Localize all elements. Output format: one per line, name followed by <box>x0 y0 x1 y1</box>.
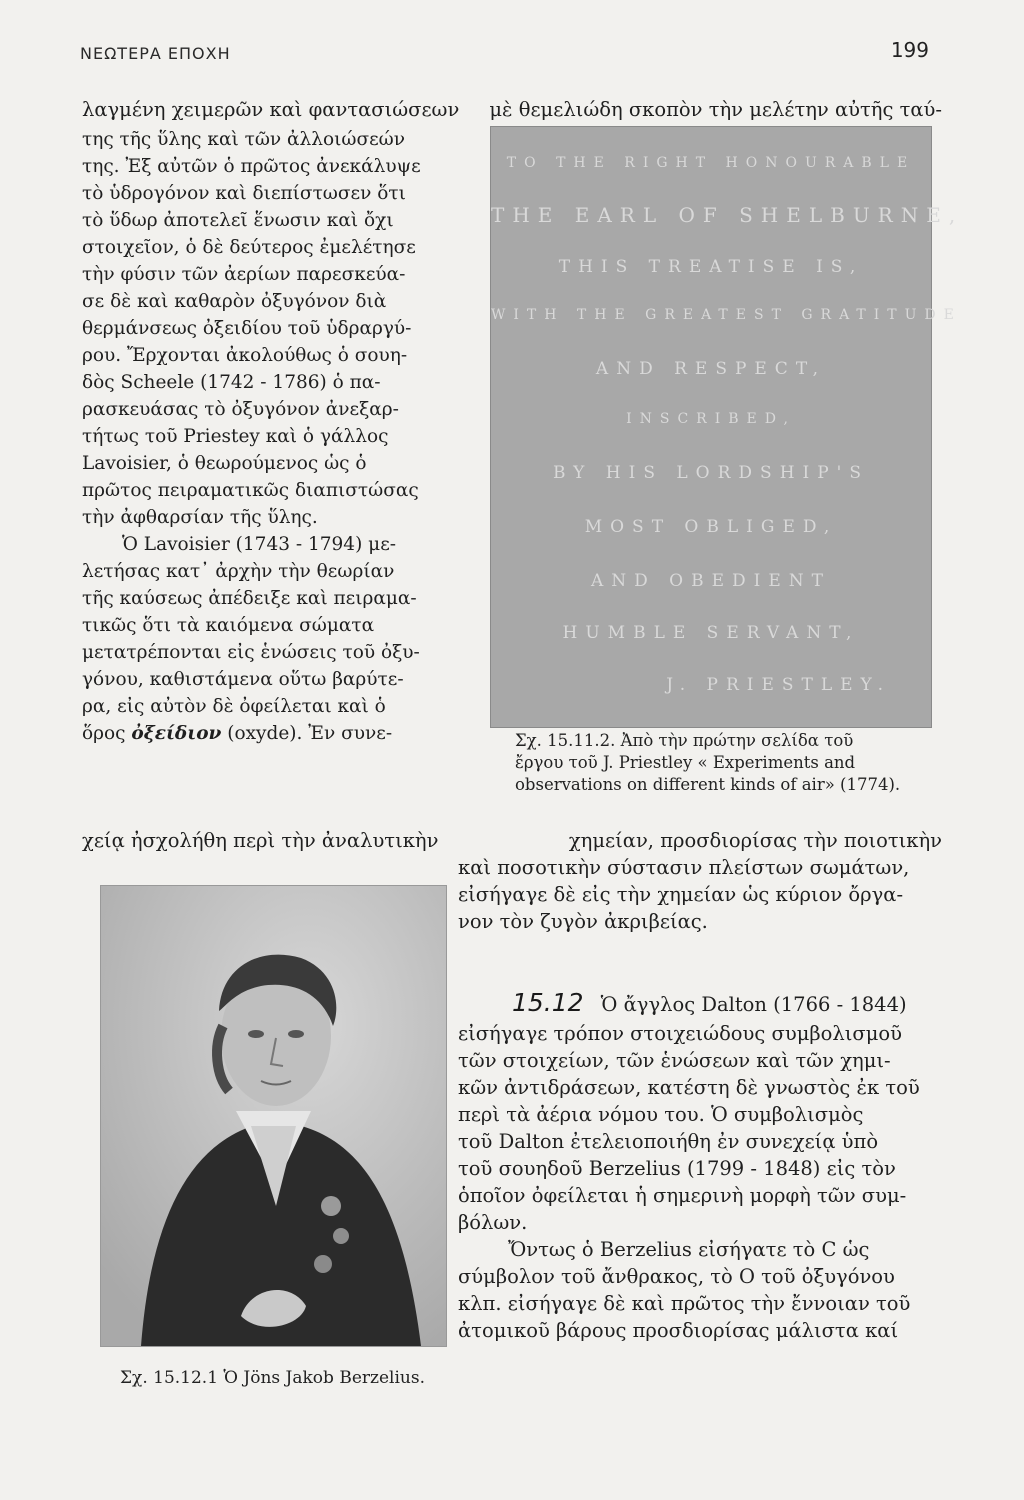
text-line: πρῶτος πειραματικῶς διαπιστώσας <box>82 480 419 501</box>
plate-line: AND RESPECT, <box>595 359 827 379</box>
text-line: θερμάνσεως ὀξειδίου τοῦ ὑδραργύ- <box>82 318 412 339</box>
top-line-left: λαγμένη χειμερῶν καὶ φαντασιώσεων <box>82 98 460 121</box>
text-line: καὶ ποσοτικὴν σύστασιν πλείστων σωμάτων, <box>458 856 910 879</box>
right-column-continued <box>458 1020 944 1344</box>
left-column <box>82 126 477 747</box>
figure-caption-berzelius: Σχ. 15.12.1 Ὁ Jöns Jakob Berzelius. <box>120 1368 425 1388</box>
text-line: ἀτομικοῦ βάρους προσδιορίσας μάλιστα καί <box>458 1319 899 1342</box>
text-line: τὸ ὕδωρ ἀποτελεῖ ἕνωσιν καὶ ὄχι <box>82 210 394 231</box>
text-line: τοῦ Dalton ἐτελειοποιήθη ἐν συνεχείᾳ ὑπὸ <box>458 1130 879 1153</box>
plate-line: HUMBLE SERVANT, <box>562 623 860 643</box>
text-line: ρα, εἰς αὐτὸν δὲ ὀφείλεται καὶ ὁ <box>82 696 386 717</box>
caption-line: ἔργου τοῦ J. Priestley « Experiments and <box>515 753 856 772</box>
plate-line: BY HIS LORDSHIP'S <box>552 463 869 483</box>
text-line: ὁποῖον ὀφείλεται ἡ σημερινὴ μορφὴ τῶν συμ- <box>458 1184 907 1207</box>
paragraph-start-line: Ὁ Lavoisier (1743 - 1794) με- <box>122 534 397 555</box>
plate-line: INSCRIBED, <box>626 411 796 427</box>
section-first-line: Ὁ ἄγγλος Dalton (1766 - 1844) <box>600 993 907 1016</box>
text-line: σύμβολον τοῦ ἄνθρακος, τὸ Ο τοῦ ὀξυγόνου <box>458 1265 895 1288</box>
text-line: τῶν στοιχείων, τῶν ἑνώσεων καὶ τῶν χημι- <box>458 1049 891 1072</box>
paragraph-start-line: Ὄντως ὁ Berzelius εἰσήγατε τὸ C ὡς <box>508 1238 870 1261</box>
plate-line: J. PRIESTLEY. <box>666 675 891 695</box>
oxide-line <box>82 720 477 747</box>
text-line: τῆς καύσεως ἀπέδειξε καὶ πειραμα- <box>82 588 417 609</box>
text-line: σε δὲ καὶ καθαρὸν ὀξυγόνον διὰ <box>82 291 387 312</box>
text-line: τὸ ὑδρογόνον καὶ διεπίστωσεν ὅτι <box>82 183 406 204</box>
caption-line: observations on different kinds of air» (1774). <box>515 775 901 794</box>
text-line: γόνου, καθιστάμενα οὕτω βαρύτε- <box>82 669 404 690</box>
text-line: εἰσήγαγε δὲ εἰς τὴν χημείαν ὡς κύριον ὄργα- <box>458 883 904 906</box>
text-line: εἰσήγαγε τρόπον στοιχειώδους συμβολισμοῦ <box>458 1022 902 1045</box>
section-heading-line <box>512 988 942 1018</box>
text-line: κῶν ἀντιδράσεων, κατέστη δὲ γνωστὸς ἐκ τοῦ <box>458 1076 920 1099</box>
plate-line: THE EARL OF SHELBURNE, <box>491 203 964 227</box>
plate-line: TO THE RIGHT HONOURABLE <box>506 155 916 171</box>
text-line: τοῦ σουηδοῦ Berzelius (1799 - 1848) εἰς τὸν <box>458 1157 896 1180</box>
plate-line: AND OBEDIENT <box>591 571 831 591</box>
text-line: Lavoisier, ὁ θεωρούμενος ὡς ὁ <box>82 453 367 474</box>
oxide-post: (oxyde). Ἐν συνε- <box>227 723 393 744</box>
full-text-line <box>82 827 942 854</box>
plate-line: THIS TREATISE IS, <box>558 257 864 277</box>
portrait-drawing <box>101 886 446 1346</box>
full-line-left: χείᾳ ἠσχολήθη περὶ τὴν ἀναλυτικὴν <box>82 829 439 852</box>
text-line: μετατρέπονται εἰς ἑνώσεις τοῦ ὀξυ- <box>82 642 420 663</box>
text-line: δὸς Scheele (1742 - 1786) ὁ πα- <box>82 372 381 393</box>
text-line: τὴν ἀφθαρσίαν τῆς ὕλης. <box>82 507 318 528</box>
text-line: στοιχεῖον, ὁ δὲ δεύτερος ἐμελέτησε <box>82 237 416 258</box>
text-line: περὶ τὰ ἀέρια νόμου του. Ὁ συμβολισμὸς <box>458 1103 864 1126</box>
caption-line: Σχ. 15.11.2. Ἀπὸ τὴν πρώτην σελίδα τοῦ <box>515 731 854 750</box>
text-line: λετήσας κατ᾿ ἀρχὴν τὴν θεωρίαν <box>82 561 395 582</box>
text-line: βόλων. <box>458 1211 528 1234</box>
text-line: της. Ἐξ αὐτῶν ὁ πρῶτος ἀνεκάλυψε <box>82 156 421 177</box>
top-line-right: μὲ θεμελιώδη σκοπὸν τὴν μελέτην αὐτῆς ταύ- <box>489 98 942 121</box>
full-line-right: χημείαν, προσδιορίσας τὴν ποιοτικὴν <box>568 829 942 852</box>
text-line: τὴν φύσιν τῶν ἀερίων παρεσκεύα- <box>82 264 406 285</box>
text-line: νον τὸν ζυγὸν ἀκριβείας. <box>458 910 708 933</box>
section-number: 15.12 <box>512 988 584 1017</box>
text-line: κλπ. εἰσήγαγε δὲ καὶ πρῶτος τὴν ἔννοιαν τοῦ <box>458 1292 911 1315</box>
text-line: ρου. Ἔρχονται ἀκολούθως ὁ σουη- <box>82 345 408 366</box>
figure-caption-priestley <box>515 730 940 796</box>
plate-line: WITH THE GREATEST GRATITUDE <box>491 307 962 323</box>
text-line: τήτως τοῦ Priestey καὶ ὁ γάλλος <box>82 426 389 447</box>
plate-line: MOST OBLIGED, <box>584 517 838 537</box>
priestley-dedication-image <box>490 126 964 728</box>
top-text-line <box>82 96 942 123</box>
oxide-pre: ὅρος <box>82 723 126 744</box>
page-number: 199 <box>890 38 929 62</box>
running-title: ΝΕΩΤΕΡΑ ΕΠΟΧΗ <box>80 44 231 63</box>
text-line: της τῆς ὕλης καὶ τῶν ἀλλοιώσεών <box>82 129 406 150</box>
oxide-term: ὀξείδιον <box>131 723 222 744</box>
right-column <box>458 854 944 935</box>
berzelius-portrait-image <box>100 885 447 1347</box>
text-line: τικῶς ὅτι τὰ καιόμενα σώματα <box>82 615 375 636</box>
text-line: ρασκευάσας τὸ ὀξυγόνον ἀνεξαρ- <box>82 399 399 420</box>
